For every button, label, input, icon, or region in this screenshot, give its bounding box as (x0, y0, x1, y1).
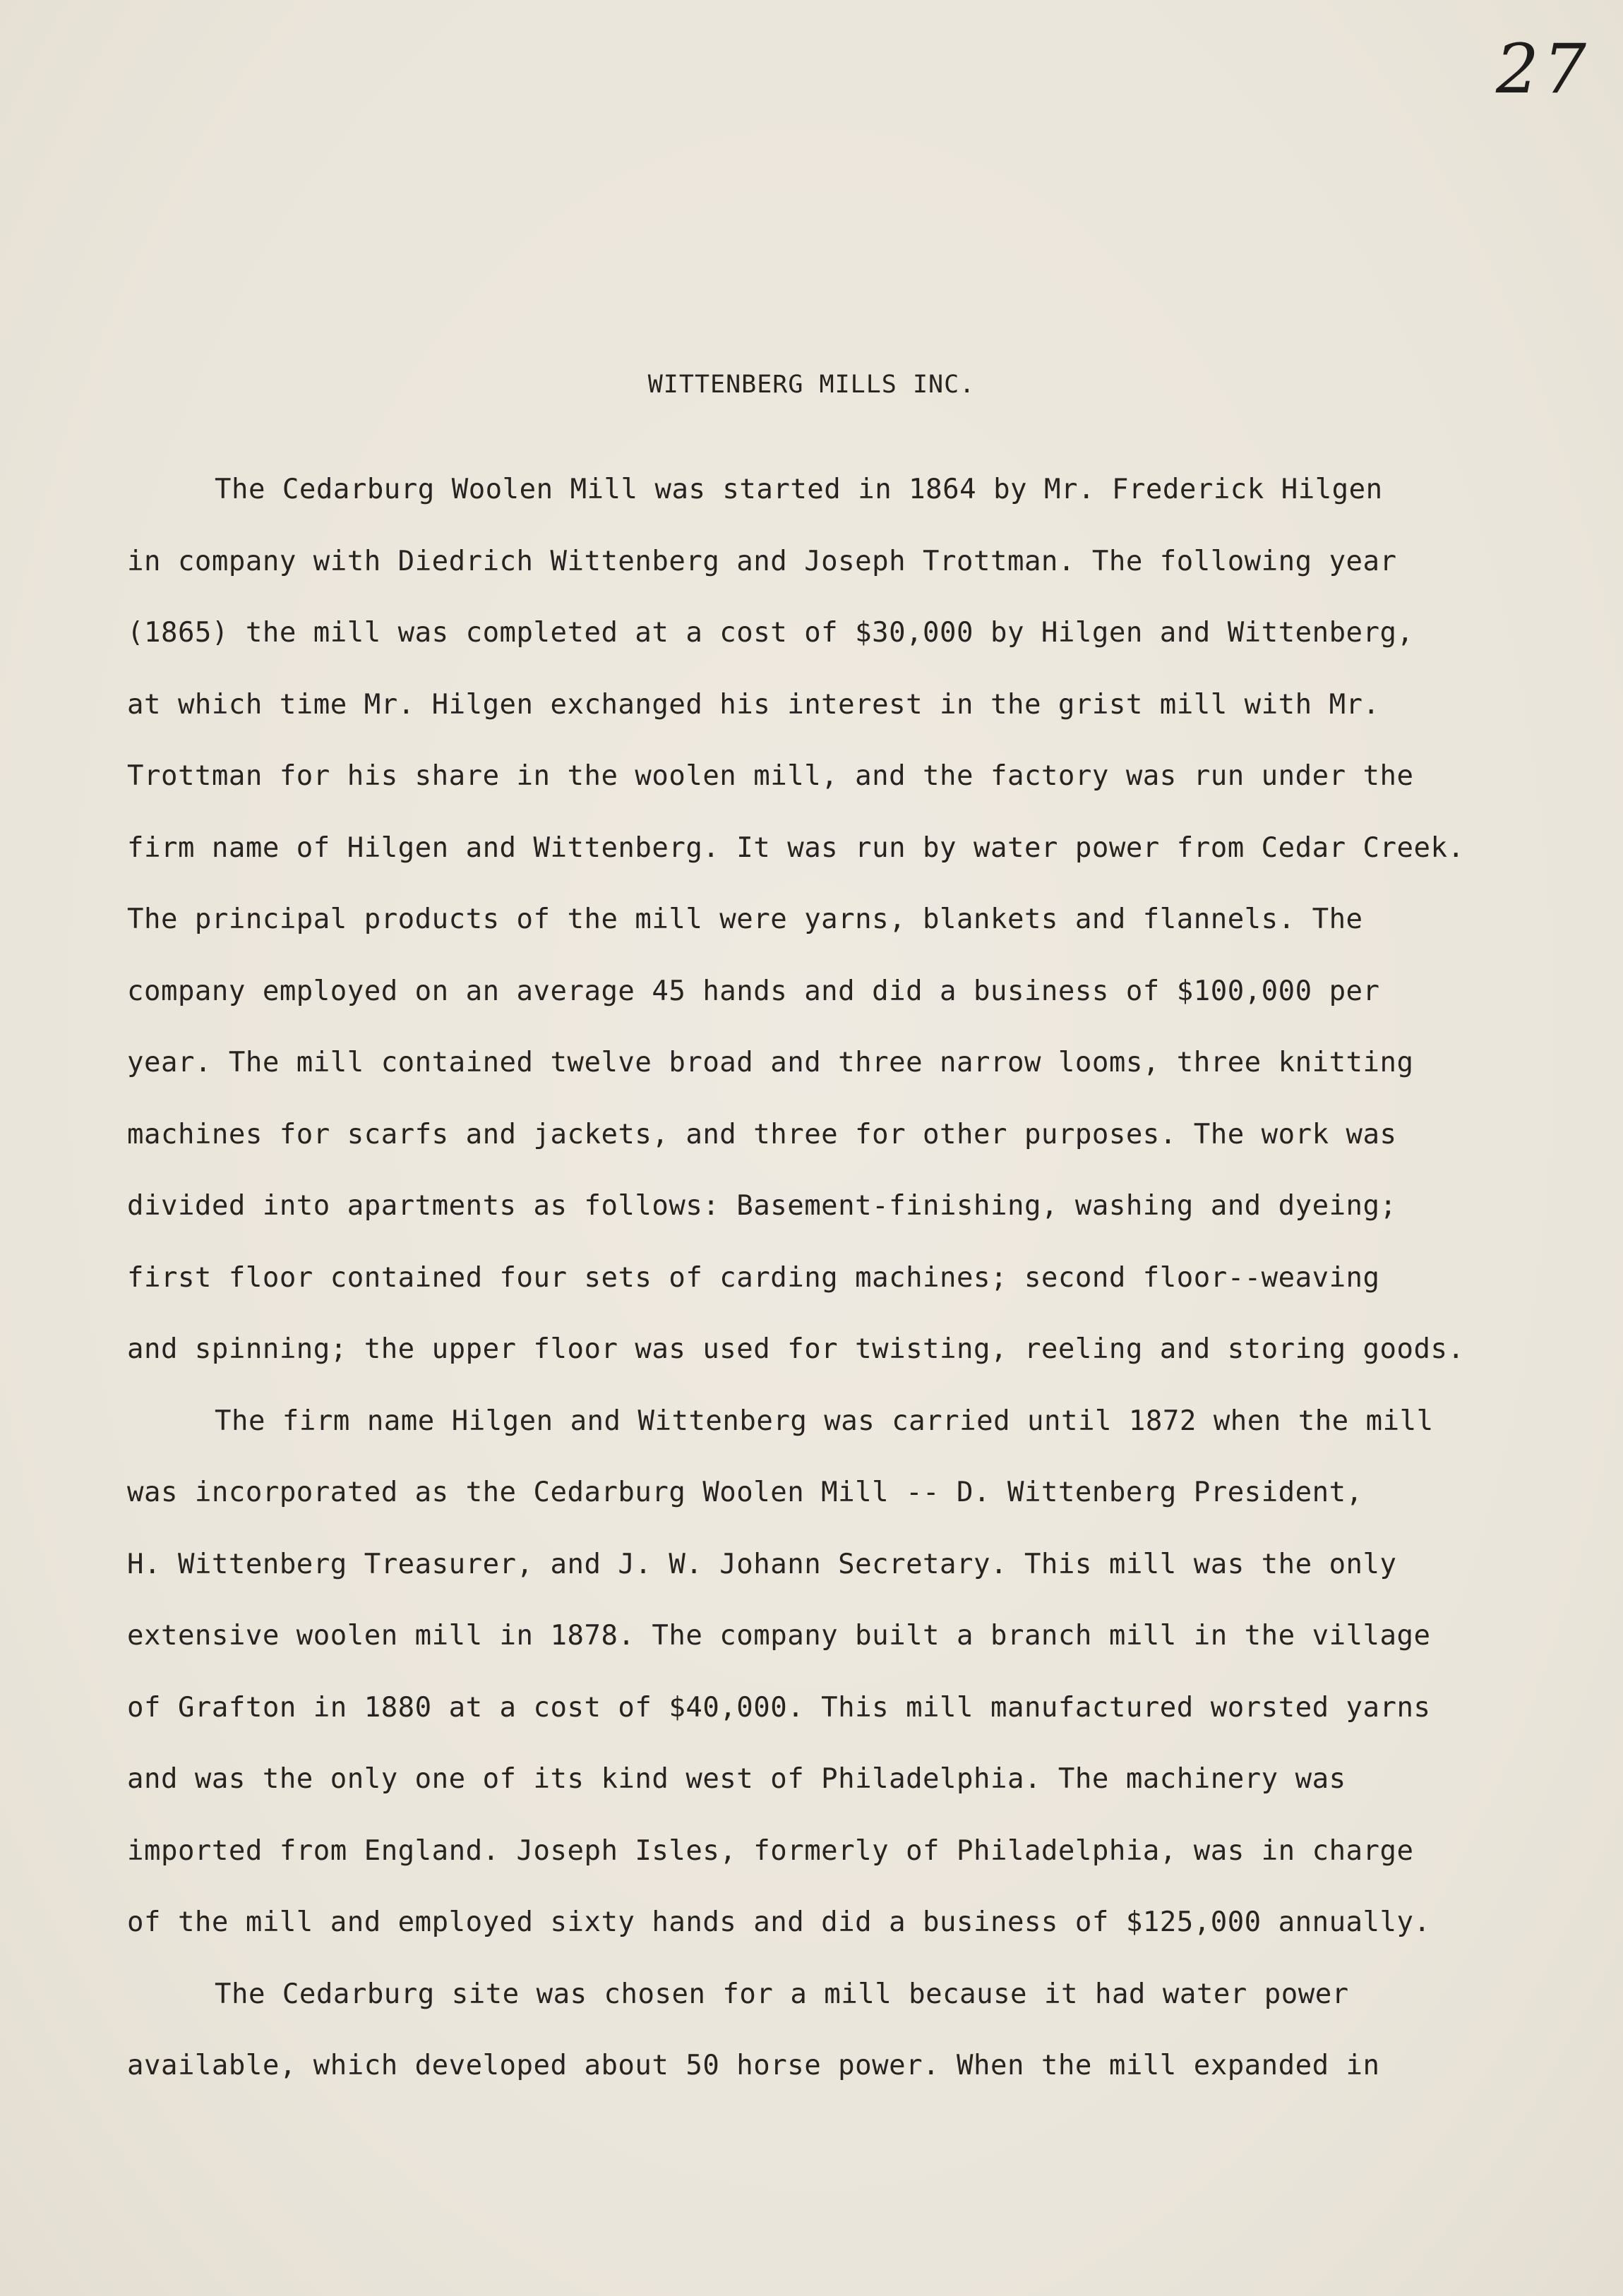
text-line: company employed on an average 45 hands and did a business of $100,000 per (127, 975, 1380, 1007)
text-line: The Cedarburg site was chosen for a mill because it had water power (215, 1978, 1349, 2010)
page-number: 27 (1495, 30, 1591, 109)
text-line: first floor contained four sets of carding machines; second floor--weaving (127, 1261, 1380, 1294)
text-line: firm name of Hilgen and Wittenberg. It was run by water power from Cedar Creek. (127, 831, 1465, 864)
text-line: divided into apartments as follows: Basement-finishing, washing and dyeing; (127, 1190, 1397, 1222)
text-line: at which time Mr. Hilgen exchanged his interest in the grist mill with Mr. (127, 688, 1380, 721)
text-line: The principal products of the mill were yarns, blankets and flannels. The (127, 903, 1363, 935)
text-line: imported from England. Joseph Isles, formerly of Philadelphia, was in charge (127, 1834, 1414, 1867)
text-line: and was the only one of its kind west of Philadelphia. The machinery was (127, 1763, 1346, 1795)
document-body (127, 467, 1546, 2115)
text-line: was incorporated as the Cedarburg Woolen Mill -- D. Wittenberg President, (127, 1477, 1363, 1508)
text-line: (1865) the mill was completed at a cost of $30,000 by Hilgen and Wittenberg, (127, 617, 1414, 649)
text-line: of the mill and employed sixty hands and did a business of $125,000 annually. (127, 1906, 1431, 1938)
text-line: and spinning; the upper floor was used for twisting, reeling and storing goods. (127, 1333, 1465, 1365)
text-line: The firm name Hilgen and Wittenberg was carried until 1872 when the mill (215, 1405, 1434, 1437)
text-line: extensive woolen mill in 1878. The company built a branch mill in the village (127, 1620, 1431, 1652)
text-line: Trottman for his share in the woolen mill, and the factory was run under the (127, 760, 1414, 792)
text-line: of Grafton in 1880 at a cost of $40,000. This mill manufactured worsted yarns (127, 1691, 1431, 1724)
document-title: WITTENBERG MILLS INC. (647, 371, 976, 399)
text-line: year. The mill contained twelve broad and three narrow looms, three knitting (127, 1047, 1414, 1078)
text-line: machines for scarfs and jackets, and three for other purposes. The work was (127, 1118, 1397, 1150)
text-line: H. Wittenberg Treasurer, and J. W. Johann Secretary. This mill was the only (127, 1548, 1397, 1580)
text-line: available, which developed about 50 horse power. When the mill expanded in (127, 2050, 1380, 2081)
text-line: in company with Diedrich Wittenberg and Joseph Trottman. The following year (127, 545, 1397, 577)
text-line: The Cedarburg Woolen Mill was started in 1864 by Mr. Frederick Hilgen (215, 474, 1383, 505)
